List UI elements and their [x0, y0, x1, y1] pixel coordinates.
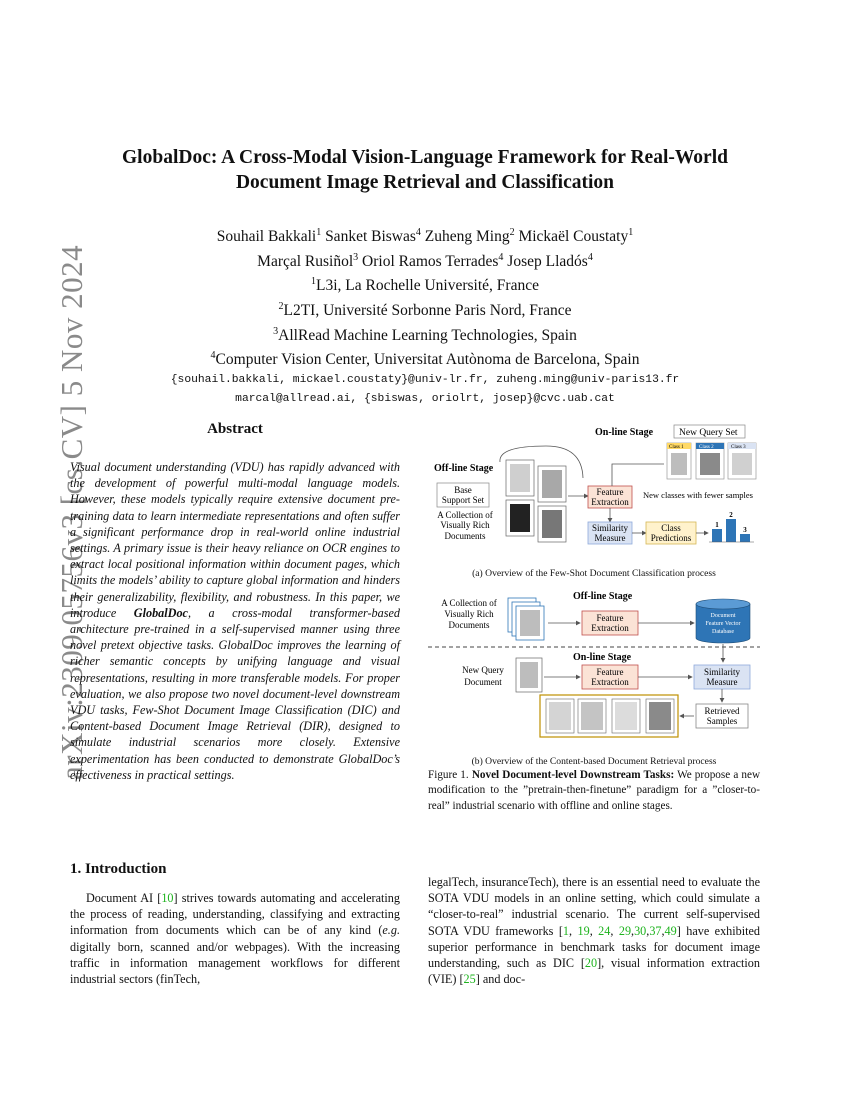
author-affiliation-sup: 2 — [509, 227, 515, 238]
collection-label: Documents — [448, 620, 490, 630]
class-predictions-label: Class — [661, 523, 681, 533]
similarity-measure-label: Measure — [594, 533, 626, 543]
affiliation — [60, 346, 790, 371]
arxiv-identifier: arXiv:2309.05756v3 [cs.CV] 5 Nov 2024 — [54, 244, 89, 780]
citation-link[interactable]: 1 — [562, 923, 570, 938]
prediction-bar-3 — [740, 534, 750, 542]
figure-1-caption — [428, 768, 760, 814]
author-affiliation-sup: 4 — [415, 227, 421, 238]
feature-extraction-label: Feature — [596, 613, 624, 623]
collection-label: A Collection of — [437, 510, 493, 520]
citation-link[interactable]: 29 — [618, 923, 632, 938]
feature-extraction-label: Extraction — [591, 623, 629, 633]
author-block — [60, 223, 790, 409]
similarity-measure-label: Measure — [706, 677, 738, 687]
panel-a-few-shot-classification — [434, 425, 756, 544]
rank-label: 3 — [743, 526, 747, 534]
author-affiliation-sup: 4 — [587, 251, 593, 263]
author-name: Marçal Rusiñol — [257, 252, 354, 270]
author-name: Sanket Biswas — [325, 228, 416, 246]
section-heading-introduction: 1. Introduction — [70, 861, 167, 877]
similarity-measure-label: Similarity — [592, 523, 628, 533]
affiliation-text: L2TI, Université Sorbonne Paris Nord, France — [283, 302, 572, 320]
title-line-2: Document Image Retrieval and Classification — [235, 172, 615, 193]
retrieved-samples-label: Retrieved — [704, 706, 740, 716]
abstract-heading: Abstract — [207, 421, 263, 437]
new-query-label: New Query — [462, 665, 504, 675]
prediction-bar-1 — [712, 529, 722, 542]
author-line-2 — [60, 248, 790, 273]
citation-link[interactable]: 19 — [577, 923, 590, 938]
base-support-label: Support Set — [441, 495, 485, 505]
intro-text: ], visual information extraction (VIE) [ — [428, 956, 760, 987]
online-stage-label: On-line Stage — [573, 652, 632, 663]
author-name: Zuheng Ming — [424, 228, 510, 246]
query-document — [516, 658, 542, 692]
affiliation-text: L3i, La Rochelle Université, France — [316, 277, 539, 295]
feature-extraction-label: Feature — [596, 667, 624, 677]
prediction-bar-2 — [726, 519, 736, 542]
collection-label: Visually Rich — [444, 609, 494, 619]
database-label: Database — [712, 629, 734, 635]
citation-link[interactable]: 37 — [649, 923, 662, 938]
class-document-2 — [696, 443, 724, 479]
citation-link[interactable]: 10 — [161, 891, 174, 905]
author-name: Mickaël Coustaty — [518, 228, 629, 246]
citation-link[interactable]: 20 — [584, 956, 598, 971]
similarity-measure-label: Similarity — [704, 667, 740, 677]
affiliation — [60, 272, 790, 297]
subfigure-a-caption: (a) Overview of the Few-Shot Document Classification process — [472, 568, 716, 579]
base-support-label: Base — [454, 485, 472, 495]
feature-extraction-label: Feature — [596, 487, 624, 497]
affiliation-sup: 1 — [311, 276, 317, 288]
intro-left-column — [70, 890, 400, 987]
abstract-body — [70, 459, 400, 783]
figure-caption-label: Figure 1. — [428, 769, 469, 781]
rank-label: 1 — [715, 521, 719, 529]
class-predictions-label: Predictions — [650, 533, 692, 543]
affiliation-text: Computer Vision Center, Universitat Autònoma de Barcelona, Spain — [215, 351, 640, 369]
abstract-bold-term: GlobalDoc — [133, 605, 188, 620]
prediction-bars — [709, 511, 754, 542]
author-affiliation-sup: 3 — [353, 251, 359, 263]
intro-text: ] and doc- — [475, 972, 526, 987]
affiliation-sup: 3 — [273, 325, 279, 337]
new-query-label: Document — [464, 677, 502, 687]
intro-text: ] strives towards automating and accelerating the process of reading, understanding, classifying and extracting information from documents which can be of any kind ( — [70, 891, 400, 938]
affiliation-text: AllRead Machine Learning Technologies, Spain — [278, 326, 577, 344]
intro-right-column: legalTech, insuranceTech), there is an essential need to evaluate the SOTA VDU models in an online setting, which could simulate a “closer-to-real” industrial scenario. The current self-supervised SOTA VDU frameworks [1, 19, 24, 29,30,37,49] have exhibited superior performance in benchmark tasks for document image understanding, such as DIC [20], visual information extraction (VIE) [25] and doc- — [428, 875, 761, 987]
feature-extraction-label: Extraction — [591, 497, 629, 507]
class-document-1 — [667, 443, 691, 479]
intro-text: digitally born, scanned and/or webpages). With the increasing traffic in information management workflows for different industrial sectors (finTech, — [70, 939, 400, 987]
intro-text-italic: e.g. — [382, 923, 400, 938]
author-affiliation-sup: 4 — [498, 251, 504, 263]
email-line-2: marcal@allread.ai, {sbiswas, oriolrt, josep}@cvc.uab.cat — [235, 392, 615, 405]
author-name: Oriol Ramos Terrades — [362, 252, 499, 270]
offline-stage-label: Off-line Stage — [573, 591, 633, 602]
collection-label: A Collection of — [441, 598, 497, 608]
panel-b-document-retrieval — [428, 591, 760, 737]
intro-text: ] have exhibited superior performance in benchmark tasks for document image understanding, such as DIC [ — [428, 923, 761, 971]
feature-vector-database — [696, 599, 750, 643]
citation-link[interactable]: 25 — [463, 972, 476, 987]
citation-link[interactable]: 49 — [664, 923, 677, 938]
abstract-text: , a cross-modal transformer-based architecture pre-trained in a self-supervised manner using three novel pretext objective tasks. GlobalDoc improves the learning of richer semantic concepts by unifying language and visual representations, resulting in more transferable models. For proper evaluation, we also propose two novel document-level downstream VDU tasks, Few-Shot Document Image Classification (DIC) and Content-based Document Image Retrieval (DIR), designed to simulate industrial scenarios more closely. Extensive experimentation has been conducted to demonstrate GlobalDoc’s effectiveness in practical settings. — [70, 605, 400, 782]
collection-label: Documents — [444, 531, 486, 541]
feature-extraction-label: Extraction — [591, 677, 629, 687]
class-document-3 — [728, 443, 756, 479]
author-name: Josep Lladós — [507, 252, 588, 270]
author-name: Souhail Bakkali — [216, 228, 317, 246]
collection-document-stack — [508, 598, 544, 640]
figure-caption-text: We propose a new modification to the ”pretrain-then-finetune” paradigm for a ”closer-to-real” industrial scenario with offline and online stages. — [428, 769, 761, 812]
citation-link[interactable]: 30 — [634, 923, 647, 938]
figure-1 — [428, 418, 760, 770]
author-affiliation-sup: 1 — [628, 227, 634, 238]
paper-title — [60, 145, 790, 195]
figure-caption-title: Novel Document-level Downstream Tasks: — [471, 769, 675, 781]
class-3-label: Class 3 — [731, 445, 746, 450]
author-affiliation-sup: 1 — [316, 227, 322, 238]
affiliation-sup: 2 — [278, 300, 284, 312]
collection-label: Visually Rich — [440, 520, 490, 530]
new-query-set-label: New Query Set — [679, 428, 738, 438]
database-label: Document — [710, 613, 736, 619]
retrieved-documents-strip — [540, 695, 678, 737]
affiliation — [60, 297, 790, 322]
class-1-label: Class 1 — [669, 445, 684, 450]
subfigure-b-caption: (b) Overview of the Content-based Document Retrieval process — [471, 756, 717, 767]
online-stage-label: On-line Stage — [595, 427, 654, 438]
retrieved-samples-label: Samples — [706, 716, 738, 726]
rank-label: 2 — [729, 511, 733, 519]
citation-link[interactable]: 24 — [598, 923, 611, 938]
class-2-label: Class 2 — [699, 445, 714, 450]
intro-text: legalTech, insuranceTech), there is an essential need to evaluate the SOTA VDU models in an online setting, which could simulate a “closer-to-real” industrial scenario. The current self-supervised SOTA VDU frameworks [ — [428, 875, 760, 938]
new-classes-label: New classes with fewer samples — [643, 490, 753, 500]
abstract-text: Visual document understanding (VDU) has rapidly advanced with the development of powerful multi-modal language models. However, these models typically require extensive document pre-training data to learn intermediate representations and often suffer a significant performance drop in real-world online industrial settings. A primary issue is their heavy reliance on OCR engines to extract local positional information within document pages, which limits the models’ ability to capture global information and hinders their generalizability, flexibility, and robustness. In this paper, we introduce — [70, 460, 400, 620]
offline-stage-label: Off-line Stage — [434, 463, 494, 474]
email-line-1: {souhail.bakkali, mickael.coustaty}@univ-lr.fr, zuheng.ming@univ-paris13.fr — [170, 373, 680, 386]
affiliation — [60, 322, 790, 347]
affiliation-sup: 4 — [210, 350, 216, 362]
figure-1-diagram — [428, 418, 760, 770]
title-line-1: GlobalDoc: A Cross-Modal Vision-Language Framework for Real-World — [122, 147, 728, 168]
intro-text: Document AI [ — [86, 891, 162, 905]
author-line-1 — [60, 223, 790, 248]
support-document-stack — [506, 460, 566, 542]
arxiv-stamp — [14, 244, 89, 780]
flow-line — [612, 464, 664, 486]
database-label: Feature Vector — [705, 621, 741, 627]
